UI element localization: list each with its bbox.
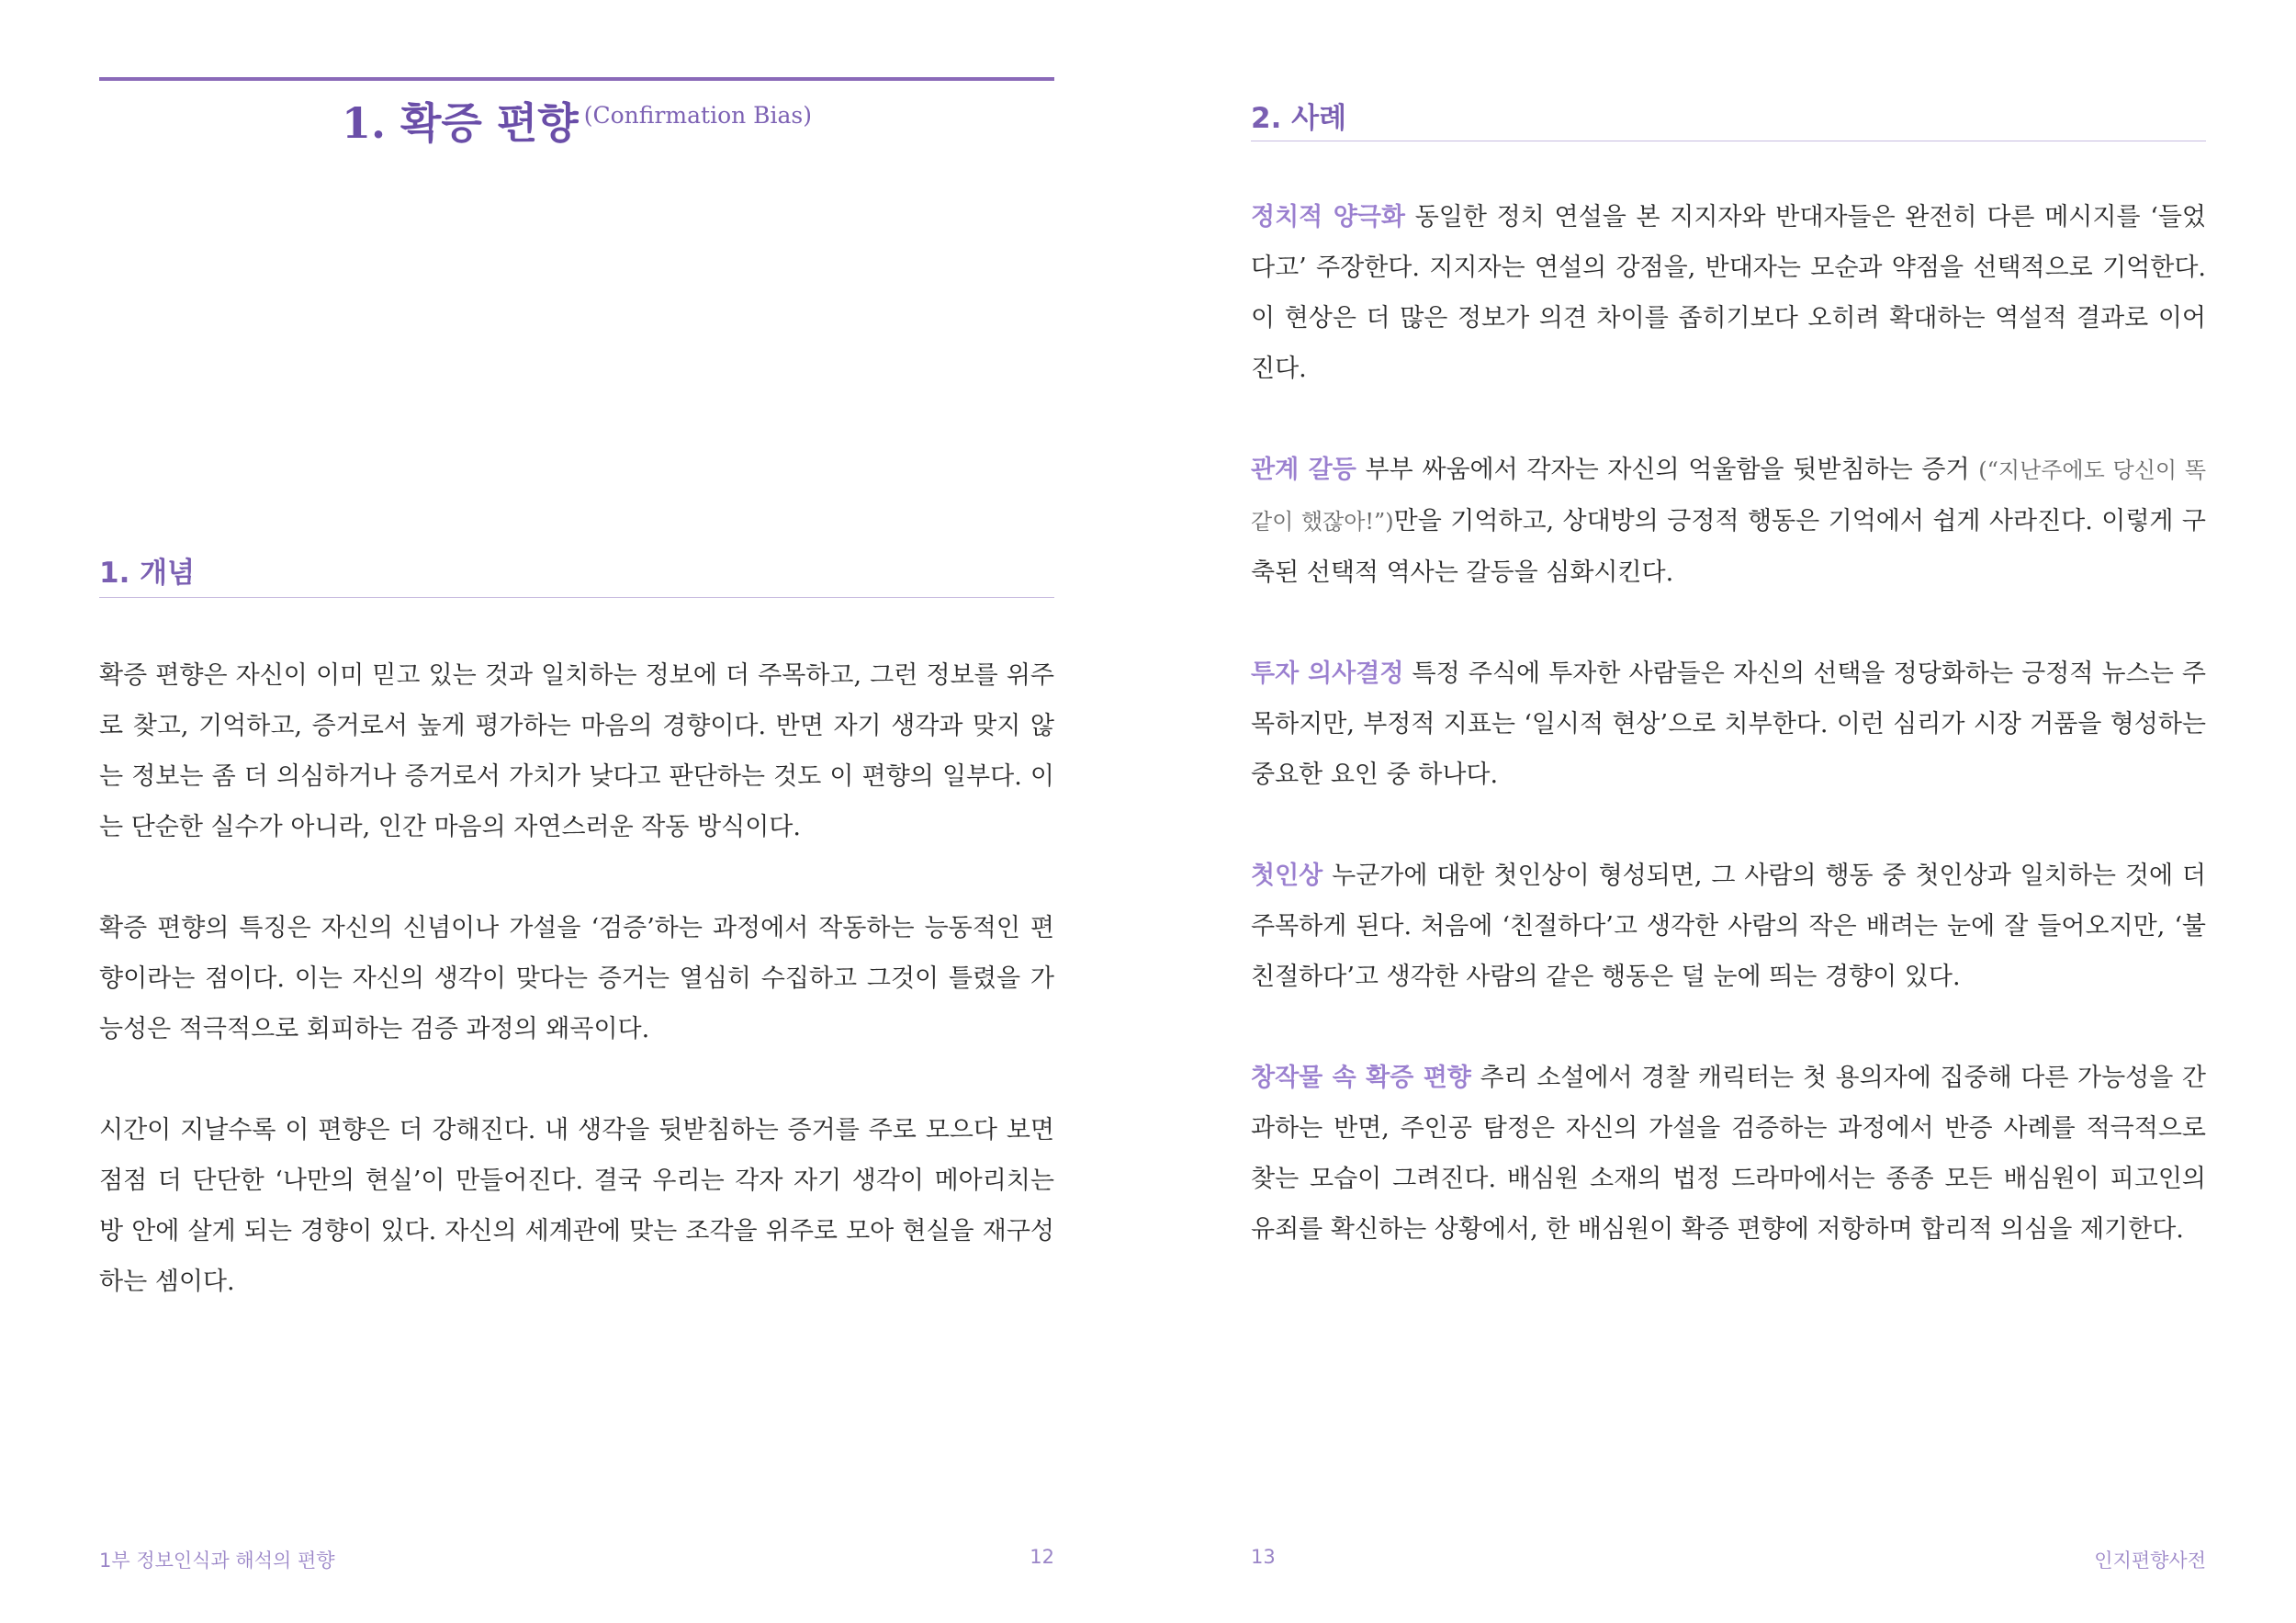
footer-book-title: 인지편향사전 (2094, 1550, 2206, 1572)
example-text: 동일한 정치 연설을 본 지지자와 반대자들은 완전히 다른 메시지를 ‘들었다고’ 주장한다. 지지자는 연설의 강점을, 반대자는 모순과 약점을 선택적으로 기억한다. 이 현상은 더 많은 정보가 의견 차이를 좁히기보다 오히려 확대하는 역설적 결과로 이어진다. (1251, 203, 2206, 383)
example-text: 특정 주식에 투자한 사람들은 자신의 선택을 정당화하는 긍정적 뉴스는 주목하지만, 부정적 지표는 ‘일시적 현상’으로 치부한다. 이런 심리가 시장 거품을 형성하는 중요한 요인 중 하나다. (1251, 659, 2206, 789)
example-fiction (1251, 1053, 2206, 1255)
concept-paragraph-1: 확증 편향은 자신이 이미 믿고 있는 것과 일치하는 정보에 더 주목하고, 그런 정보를 위주로 찾고, 기억하고, 증거로서 높게 평가하는 마음의 경향이다. 반면 자기 생각과 맞지 않는 정보는 좀 더 의심하거나 증거로서 가치가 낮다고 판단하는 것도 이 편향의 일부다. 이는 단순한 실수가 아니라, 인간 마음의 자연스러운 작동 방식이다. (99, 661, 1054, 841)
example-text: 부부 싸움에서 각자는 자신의 억울함을 뒷받침하는 증거 (1356, 456, 1979, 484)
example-investment (1251, 648, 2206, 800)
footer-part-label: 1부 정보인식과 해석의 편향 (99, 1550, 335, 1572)
chapter-title-subtitle: (Confirmation Bias) (583, 102, 813, 129)
section-heading-concept: 1. 개념 (99, 557, 196, 590)
right-page (1148, 0, 2296, 1623)
section-rule-concept (99, 597, 1054, 598)
chapter-top-rule (99, 77, 1054, 81)
example-term: 관계 갈등 (1251, 456, 1356, 484)
example-text: 누군가에 대한 첫인상이 형성되면, 그 사람의 행동 중 첫인상과 일치하는 것에 더 주목하게 된다. 처음에 ‘친절하다’고 생각한 사람의 작은 배려는 눈에 잘 들어오지만, ‘불친절하다’고 생각한 사람의 같은 행동은 덜 눈에 띄는 경향이 있다. (1251, 862, 2206, 991)
example-text: 만을 기억하고, 상대방의 긍정적 행동은 기억에서 쉽게 사라진다. 이렇게 구축된 선택적 역사는 갈등을 심화시킨다. (1251, 507, 2206, 587)
example-politics (1251, 192, 2206, 394)
example-term: 투자 의사결정 (1251, 659, 1404, 688)
examples-body (1251, 192, 2206, 1255)
example-term: 정치적 양극화 (1251, 203, 1406, 231)
concept-paragraph-3: 시간이 지날수록 이 편향은 더 강해진다. 내 생각을 뒷받침하는 증거를 주로 모으다 보면 점점 더 단단한 ‘나만의 현실’이 만들어진다. 결국 우리는 각자 자기 생각이 메아리치는 방 안에 살게 되는 경향이 있다. 자신의 세계관에 맞는 조각을 위주로 모아 현실을 재구성하는 셈이다. (99, 1116, 1054, 1296)
example-relationship (1251, 445, 2206, 598)
concept-body (99, 650, 1054, 1307)
chapter-title (99, 90, 1054, 151)
concept-paragraph-2: 확증 편향의 특징은 자신의 신념이나 가설을 ‘검증’하는 과정에서 작동하는 능동적인 편향이라는 점이다. 이는 자신의 생각이 맞다는 증거는 열심히 수집하고 그것이 틀렸을 가능성은 적극적으로 회피하는 검증 과정의 왜곡이다. (99, 914, 1054, 1043)
example-quote-aside: (“지난주에도 당신이 똑같이 했잖아!”) (1251, 457, 2207, 535)
footer-page-number-left: 12 (1030, 1546, 1054, 1568)
example-term: 창작물 속 확증 편향 (1251, 1064, 1471, 1092)
chapter-title-main: 1. 확증 편향 (341, 98, 579, 148)
example-term: 첫인상 (1251, 862, 1323, 890)
section-heading-examples: 2. 사례 (1251, 102, 1347, 135)
example-first-impression (1251, 851, 2206, 1002)
footer-page-number-right: 13 (1251, 1546, 1276, 1568)
example-text: 추리 소설에서 경찰 캐릭터는 첫 용의자에 집중해 다른 가능성을 간과하는 반면, 주인공 탐정은 자신의 가설을 검증하는 과정에서 반증 사례를 적극적으로 찾는 모습이 그려진다. 배심원 소재의 법정 드라마에서는 종종 모든 배심원이 피고인의 유죄를 확신하는 상황에서, 한 배심원이 확증 편향에 저항하며 합리적 의심을 제기한다. (1251, 1064, 2207, 1244)
